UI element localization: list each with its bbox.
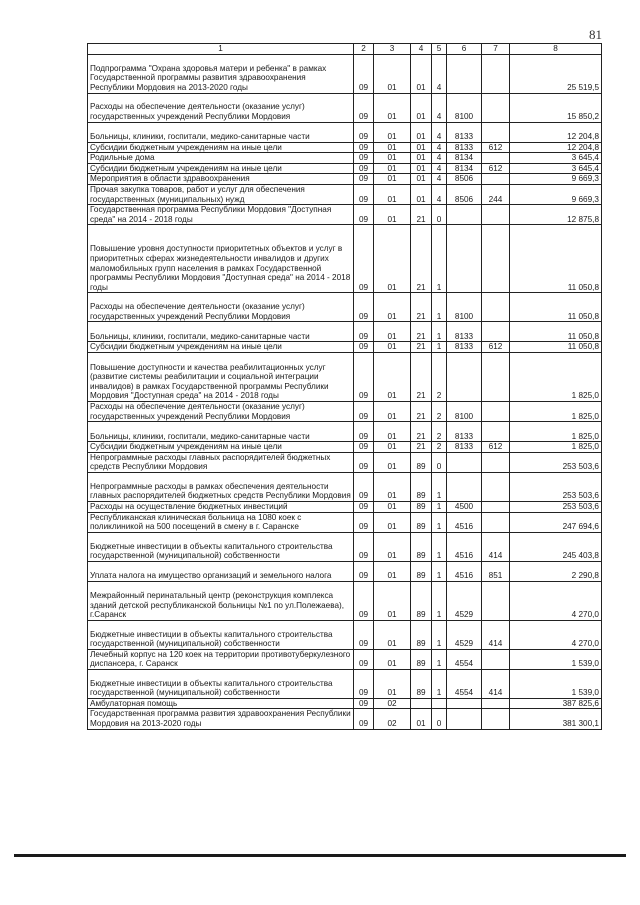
table-row xyxy=(88,293,602,322)
cell-amount: 3 645,4 xyxy=(510,163,602,174)
cell-expense-type: 612 xyxy=(482,142,510,153)
cell-name: Подпрограмма "Охрана здоровья матери и ребенка" в рамках Государственной программы развития здравоохранения Республики Мордовия на 2013-2020 годы xyxy=(88,54,354,93)
table-row xyxy=(88,669,602,698)
cell-program-code: 01 xyxy=(411,142,432,153)
cell-program-code: 21 xyxy=(411,442,432,453)
cell-program-code: 21 xyxy=(411,225,432,293)
budget-table xyxy=(87,43,602,730)
cell-subprogram-code: 2 xyxy=(432,422,447,442)
cell-target-code xyxy=(447,709,482,729)
table-row xyxy=(88,401,602,421)
cell-program-code: 21 xyxy=(411,293,432,322)
cell-target-code: 8134 xyxy=(447,153,482,164)
table-row xyxy=(88,93,602,122)
cell-subprogram-code: 4 xyxy=(432,163,447,174)
cell-program-code: 21 xyxy=(411,342,432,353)
cell-section-code: 02 xyxy=(374,709,411,729)
cell-name: Расходы на осуществление бюджетных инвестиций xyxy=(88,501,354,512)
cell-amount: 9 669,3 xyxy=(510,184,602,204)
cell-amount: 4 270,0 xyxy=(510,620,602,649)
table-row xyxy=(88,452,602,472)
cell-expense-type xyxy=(482,422,510,442)
cell-expense-type xyxy=(482,649,510,669)
cell-name: Субсидии бюджетным учреждениям на иные цели xyxy=(88,163,354,174)
table-row xyxy=(88,561,602,581)
cell-section-code: 01 xyxy=(374,532,411,561)
cell-program-code: 21 xyxy=(411,401,432,421)
cell-expense-type xyxy=(482,581,510,620)
cell-section-code: 01 xyxy=(374,401,411,421)
table-row xyxy=(88,163,602,174)
cell-target-code: 4554 xyxy=(447,649,482,669)
cell-program-code: 21 xyxy=(411,205,432,225)
cell-subprogram-code: 1 xyxy=(432,669,447,698)
cell-program-code: 89 xyxy=(411,452,432,472)
cell-amount: 11 050,8 xyxy=(510,342,602,353)
cell-name: Прочая закупка товаров, работ и услуг для обеспечения государственных (муниципальных) нужд xyxy=(88,184,354,204)
cell-subprogram-code: 0 xyxy=(432,452,447,472)
cell-amount: 11 050,8 xyxy=(510,225,602,293)
cell-name: Больницы, клиники, госпитали, медико-санитарные части xyxy=(88,322,354,342)
cell-ministry-code: 09 xyxy=(354,54,374,93)
cell-section-code: 01 xyxy=(374,620,411,649)
cell-target-code: 8133 xyxy=(447,322,482,342)
cell-ministry-code: 09 xyxy=(354,512,374,532)
cell-target-code xyxy=(447,54,482,93)
cell-target-code: 8506 xyxy=(447,184,482,204)
cell-target-code xyxy=(447,225,482,293)
cell-amount: 253 503,6 xyxy=(510,501,602,512)
cell-section-code: 01 xyxy=(374,452,411,472)
cell-amount: 1 825,0 xyxy=(510,401,602,421)
header-cell: 1 xyxy=(88,44,354,55)
cell-subprogram-code: 1 xyxy=(432,225,447,293)
table-row xyxy=(88,54,602,93)
cell-ministry-code: 09 xyxy=(354,669,374,698)
cell-target-code: 4529 xyxy=(447,581,482,620)
cell-expense-type: 244 xyxy=(482,184,510,204)
header-cell: 7 xyxy=(482,44,510,55)
cell-section-code: 01 xyxy=(374,153,411,164)
cell-name: Расходы на обеспечение деятельности (оказание услуг) государственных учреждений Республики Мордовия xyxy=(88,93,354,122)
cell-amount: 3 645,4 xyxy=(510,153,602,164)
cell-program-code: 89 xyxy=(411,561,432,581)
cell-section-code: 01 xyxy=(374,342,411,353)
table-row xyxy=(88,472,602,501)
cell-section-code: 01 xyxy=(374,561,411,581)
cell-amount: 247 694,6 xyxy=(510,512,602,532)
cell-expense-type: 612 xyxy=(482,342,510,353)
cell-section-code: 01 xyxy=(374,122,411,142)
cell-program-code: 01 xyxy=(411,163,432,174)
cell-subprogram-code: 4 xyxy=(432,54,447,93)
cell-subprogram-code: 0 xyxy=(432,205,447,225)
header-cell: 6 xyxy=(447,44,482,55)
cell-target-code: 8133 xyxy=(447,142,482,153)
cell-amount: 1 825,0 xyxy=(510,422,602,442)
cell-amount: 253 503,6 xyxy=(510,472,602,501)
cell-target-code: 8100 xyxy=(447,293,482,322)
cell-ministry-code: 09 xyxy=(354,93,374,122)
cell-amount: 12 875,8 xyxy=(510,205,602,225)
cell-subprogram-code: 2 xyxy=(432,401,447,421)
cell-program-code: 89 xyxy=(411,512,432,532)
cell-section-code: 01 xyxy=(374,352,411,401)
cell-expense-type xyxy=(482,322,510,342)
cell-expense-type: 414 xyxy=(482,669,510,698)
cell-target-code: 4516 xyxy=(447,561,482,581)
cell-program-code: 89 xyxy=(411,501,432,512)
cell-ministry-code: 09 xyxy=(354,620,374,649)
cell-subprogram-code: 1 xyxy=(432,293,447,322)
page-number: 81 xyxy=(589,27,602,42)
cell-section-code: 01 xyxy=(374,142,411,153)
cell-name: Расходы на обеспечение деятельности (оказание услуг) государственных учреждений Республики Мордовия xyxy=(88,401,354,421)
cell-ministry-code: 09 xyxy=(354,422,374,442)
cell-subprogram-code: 1 xyxy=(432,501,447,512)
cell-section-code: 01 xyxy=(374,205,411,225)
cell-section-code: 01 xyxy=(374,669,411,698)
cell-name: Субсидии бюджетным учреждениям на иные цели xyxy=(88,342,354,353)
cell-ministry-code: 09 xyxy=(354,142,374,153)
table-row xyxy=(88,581,602,620)
cell-subprogram-code: 4 xyxy=(432,122,447,142)
cell-amount: 387 825,6 xyxy=(510,698,602,709)
cell-amount: 1 539,0 xyxy=(510,649,602,669)
cell-amount: 9 669,3 xyxy=(510,174,602,185)
cell-name: Бюджетные инвестиции в объекты капитального строительства государственной (муниципальной) собственности xyxy=(88,532,354,561)
table-row xyxy=(88,184,602,204)
cell-expense-type xyxy=(482,452,510,472)
cell-expense-type xyxy=(482,225,510,293)
cell-section-code: 01 xyxy=(374,501,411,512)
cell-section-code: 01 xyxy=(374,512,411,532)
cell-name: Больницы, клиники, госпитали, медико-санитарные части xyxy=(88,122,354,142)
cell-section-code: 01 xyxy=(374,422,411,442)
cell-amount: 2 290,8 xyxy=(510,561,602,581)
table-row xyxy=(88,342,602,353)
cell-section-code: 01 xyxy=(374,163,411,174)
cell-target-code: 8133 xyxy=(447,422,482,442)
table-row xyxy=(88,422,602,442)
cell-name: Родильные дома xyxy=(88,153,354,164)
cell-program-code: 01 xyxy=(411,153,432,164)
cell-name: Бюджетные инвестиции в объекты капитального строительства государственной (муниципальной) собственности xyxy=(88,620,354,649)
cell-section-code: 01 xyxy=(374,649,411,669)
table-row xyxy=(88,620,602,649)
cell-section-code: 01 xyxy=(374,442,411,453)
cell-target-code: 8134 xyxy=(447,163,482,174)
cell-amount: 253 503,6 xyxy=(510,452,602,472)
cell-subprogram-code: 4 xyxy=(432,184,447,204)
cell-target-code: 4529 xyxy=(447,620,482,649)
cell-ministry-code: 09 xyxy=(354,342,374,353)
cell-section-code: 01 xyxy=(374,293,411,322)
cell-name: Лечебный корпус на 120 коек на территории противотуберкулезного диспансера, г. Саранск xyxy=(88,649,354,669)
cell-expense-type xyxy=(482,501,510,512)
cell-ministry-code: 09 xyxy=(354,153,374,164)
cell-subprogram-code: 2 xyxy=(432,352,447,401)
cell-program-code: 01 xyxy=(411,93,432,122)
cell-target-code: 8133 xyxy=(447,342,482,353)
cell-expense-type xyxy=(482,54,510,93)
table-row xyxy=(88,512,602,532)
table-row xyxy=(88,225,602,293)
cell-ministry-code: 09 xyxy=(354,472,374,501)
cell-ministry-code: 09 xyxy=(354,501,374,512)
cell-target-code: 8100 xyxy=(447,93,482,122)
cell-ministry-code: 09 xyxy=(354,322,374,342)
cell-section-code: 01 xyxy=(374,93,411,122)
table-row xyxy=(88,649,602,669)
cell-ministry-code: 09 xyxy=(354,163,374,174)
cell-program-code: 01 xyxy=(411,709,432,729)
cell-target-code xyxy=(447,352,482,401)
cell-section-code: 01 xyxy=(374,54,411,93)
cell-target-code xyxy=(447,472,482,501)
bottom-rule xyxy=(14,854,626,857)
table-row xyxy=(88,142,602,153)
cell-name: Повышение доступности и качества реабилитационных услуг (развитие системы реабилитации и социальной интеграции инвалидов) в рамках Государственной программы Республики Мордовия "Доступная среда" на 2014 - 2018 годы xyxy=(88,352,354,401)
cell-name: Государственная программа развития здравоохранения Республики Мордовия на 2013-2020 годы xyxy=(88,709,354,729)
cell-expense-type xyxy=(482,472,510,501)
cell-name: Субсидии бюджетным учреждениям на иные цели xyxy=(88,142,354,153)
cell-expense-type: 612 xyxy=(482,163,510,174)
table-row xyxy=(88,205,602,225)
cell-expense-type xyxy=(482,709,510,729)
cell-amount: 1 539,0 xyxy=(510,669,602,698)
cell-expense-type: 414 xyxy=(482,532,510,561)
cell-expense-type: 612 xyxy=(482,442,510,453)
cell-target-code: 4516 xyxy=(447,512,482,532)
header-cell: 8 xyxy=(510,44,602,55)
cell-program-code xyxy=(411,698,432,709)
cell-ministry-code: 09 xyxy=(354,452,374,472)
cell-name: Непрограммные расходы в рамках обеспечения деятельности главных распорядителей бюджетных средств Республики Мордовия xyxy=(88,472,354,501)
cell-amount: 4 270,0 xyxy=(510,581,602,620)
cell-program-code: 21 xyxy=(411,352,432,401)
cell-ministry-code: 09 xyxy=(354,442,374,453)
table-row xyxy=(88,122,602,142)
cell-amount: 1 825,0 xyxy=(510,442,602,453)
header-row xyxy=(88,44,602,55)
header-cell: 2 xyxy=(354,44,374,55)
cell-ministry-code: 09 xyxy=(354,709,374,729)
cell-program-code: 89 xyxy=(411,669,432,698)
cell-amount: 11 050,8 xyxy=(510,322,602,342)
table-row xyxy=(88,442,602,453)
cell-program-code: 21 xyxy=(411,422,432,442)
cell-program-code: 01 xyxy=(411,184,432,204)
cell-target-code: 8506 xyxy=(447,174,482,185)
cell-expense-type xyxy=(482,93,510,122)
cell-target-code: 4516 xyxy=(447,532,482,561)
header-cell: 3 xyxy=(374,44,411,55)
cell-section-code: 01 xyxy=(374,184,411,204)
table-row xyxy=(88,322,602,342)
cell-subprogram-code: 1 xyxy=(432,620,447,649)
cell-ministry-code: 09 xyxy=(354,401,374,421)
cell-subprogram-code: 4 xyxy=(432,153,447,164)
cell-subprogram-code xyxy=(432,698,447,709)
cell-ministry-code: 09 xyxy=(354,205,374,225)
cell-ministry-code: 09 xyxy=(354,293,374,322)
cell-expense-type xyxy=(482,512,510,532)
cell-amount: 381 300,1 xyxy=(510,709,602,729)
cell-expense-type xyxy=(482,352,510,401)
cell-subprogram-code: 1 xyxy=(432,532,447,561)
cell-name: Субсидии бюджетным учреждениям на иные цели xyxy=(88,442,354,453)
cell-subprogram-code: 1 xyxy=(432,342,447,353)
cell-subprogram-code: 1 xyxy=(432,561,447,581)
cell-ministry-code: 09 xyxy=(354,532,374,561)
cell-amount: 1 825,0 xyxy=(510,352,602,401)
header-cell: 4 xyxy=(411,44,432,55)
cell-amount: 15 850,2 xyxy=(510,93,602,122)
cell-program-code: 01 xyxy=(411,54,432,93)
cell-program-code: 21 xyxy=(411,322,432,342)
cell-subprogram-code: 1 xyxy=(432,512,447,532)
cell-ministry-code: 09 xyxy=(354,352,374,401)
cell-program-code: 89 xyxy=(411,649,432,669)
cell-subprogram-code: 4 xyxy=(432,142,447,153)
cell-amount: 12 204,8 xyxy=(510,142,602,153)
cell-expense-type xyxy=(482,293,510,322)
cell-ministry-code: 09 xyxy=(354,184,374,204)
header-cell: 5 xyxy=(432,44,447,55)
cell-expense-type xyxy=(482,122,510,142)
cell-name: Повышение уровня доступности приоритетных объектов и услуг в приоритетных сферах жизнедеятельности инвалидов и других маломобильных групп населения в рамках Государственной программы Республики Мордовия "Доступная среда" на 2014 - 2018 годы xyxy=(88,225,354,293)
cell-name: Расходы на обеспечение деятельности (оказание услуг) государственных учреждений Республики Мордовия xyxy=(88,293,354,322)
cell-section-code: 02 xyxy=(374,698,411,709)
table-row xyxy=(88,501,602,512)
cell-subprogram-code: 1 xyxy=(432,322,447,342)
cell-target-code: 8133 xyxy=(447,122,482,142)
cell-subprogram-code: 4 xyxy=(432,174,447,185)
cell-subprogram-code: 4 xyxy=(432,93,447,122)
cell-name: Больницы, клиники, госпитали, медико-санитарные части xyxy=(88,422,354,442)
cell-ministry-code: 09 xyxy=(354,174,374,185)
cell-section-code: 01 xyxy=(374,581,411,620)
cell-amount: 245 403,8 xyxy=(510,532,602,561)
cell-expense-type xyxy=(482,153,510,164)
cell-target-code xyxy=(447,205,482,225)
cell-ministry-code: 09 xyxy=(354,122,374,142)
cell-target-code xyxy=(447,452,482,472)
cell-target-code xyxy=(447,698,482,709)
cell-name: Республиканская клиническая больница на 1080 коек с поликлиникой на 500 посещений в смену в г. Саранске xyxy=(88,512,354,532)
cell-expense-type xyxy=(482,698,510,709)
cell-subprogram-code: 1 xyxy=(432,472,447,501)
cell-target-code: 8133 xyxy=(447,442,482,453)
cell-section-code: 01 xyxy=(374,174,411,185)
cell-program-code: 89 xyxy=(411,532,432,561)
cell-expense-type xyxy=(482,174,510,185)
cell-section-code: 01 xyxy=(374,472,411,501)
cell-program-code: 01 xyxy=(411,122,432,142)
cell-name: Межрайонный перинатальный центр (реконструкция комплекса зданий детской республиканской больницы №1 по ул.Полежаева), г.Саранск xyxy=(88,581,354,620)
cell-ministry-code: 09 xyxy=(354,698,374,709)
cell-subprogram-code: 0 xyxy=(432,709,447,729)
cell-subprogram-code: 2 xyxy=(432,442,447,453)
cell-name: Бюджетные инвестиции в объекты капитального строительства государственной (муниципальной) собственности xyxy=(88,669,354,698)
cell-program-code: 89 xyxy=(411,472,432,501)
cell-ministry-code: 09 xyxy=(354,649,374,669)
cell-amount: 11 050,8 xyxy=(510,293,602,322)
cell-subprogram-code: 1 xyxy=(432,581,447,620)
cell-program-code: 89 xyxy=(411,620,432,649)
table-row xyxy=(88,532,602,561)
cell-expense-type xyxy=(482,401,510,421)
table-row xyxy=(88,709,602,729)
cell-ministry-code: 09 xyxy=(354,561,374,581)
cell-target-code: 8100 xyxy=(447,401,482,421)
cell-name: Непрограммные расходы главных распорядителей бюджетных средств Республики Мордовия xyxy=(88,452,354,472)
cell-amount: 25 519,5 xyxy=(510,54,602,93)
cell-subprogram-code: 1 xyxy=(432,649,447,669)
cell-expense-type: 851 xyxy=(482,561,510,581)
cell-section-code: 01 xyxy=(374,322,411,342)
cell-target-code: 4554 xyxy=(447,669,482,698)
cell-name: Амбулаторная помощь xyxy=(88,698,354,709)
table-row xyxy=(88,352,602,401)
cell-name: Государственная программа Республики Мордовия "Доступная среда" на 2014 - 2018 годы xyxy=(88,205,354,225)
cell-program-code: 01 xyxy=(411,174,432,185)
table-row xyxy=(88,698,602,709)
cell-name: Мероприятия в области здравоохранения xyxy=(88,174,354,185)
cell-ministry-code: 09 xyxy=(354,581,374,620)
cell-expense-type: 414 xyxy=(482,620,510,649)
cell-section-code: 01 xyxy=(374,225,411,293)
cell-amount: 12 204,8 xyxy=(510,122,602,142)
table-row xyxy=(88,153,602,164)
cell-program-code: 89 xyxy=(411,581,432,620)
cell-expense-type xyxy=(482,205,510,225)
cell-name: Уплата налога на имущество организаций и земельного налога xyxy=(88,561,354,581)
cell-target-code: 4500 xyxy=(447,501,482,512)
table-row xyxy=(88,174,602,185)
cell-ministry-code: 09 xyxy=(354,225,374,293)
